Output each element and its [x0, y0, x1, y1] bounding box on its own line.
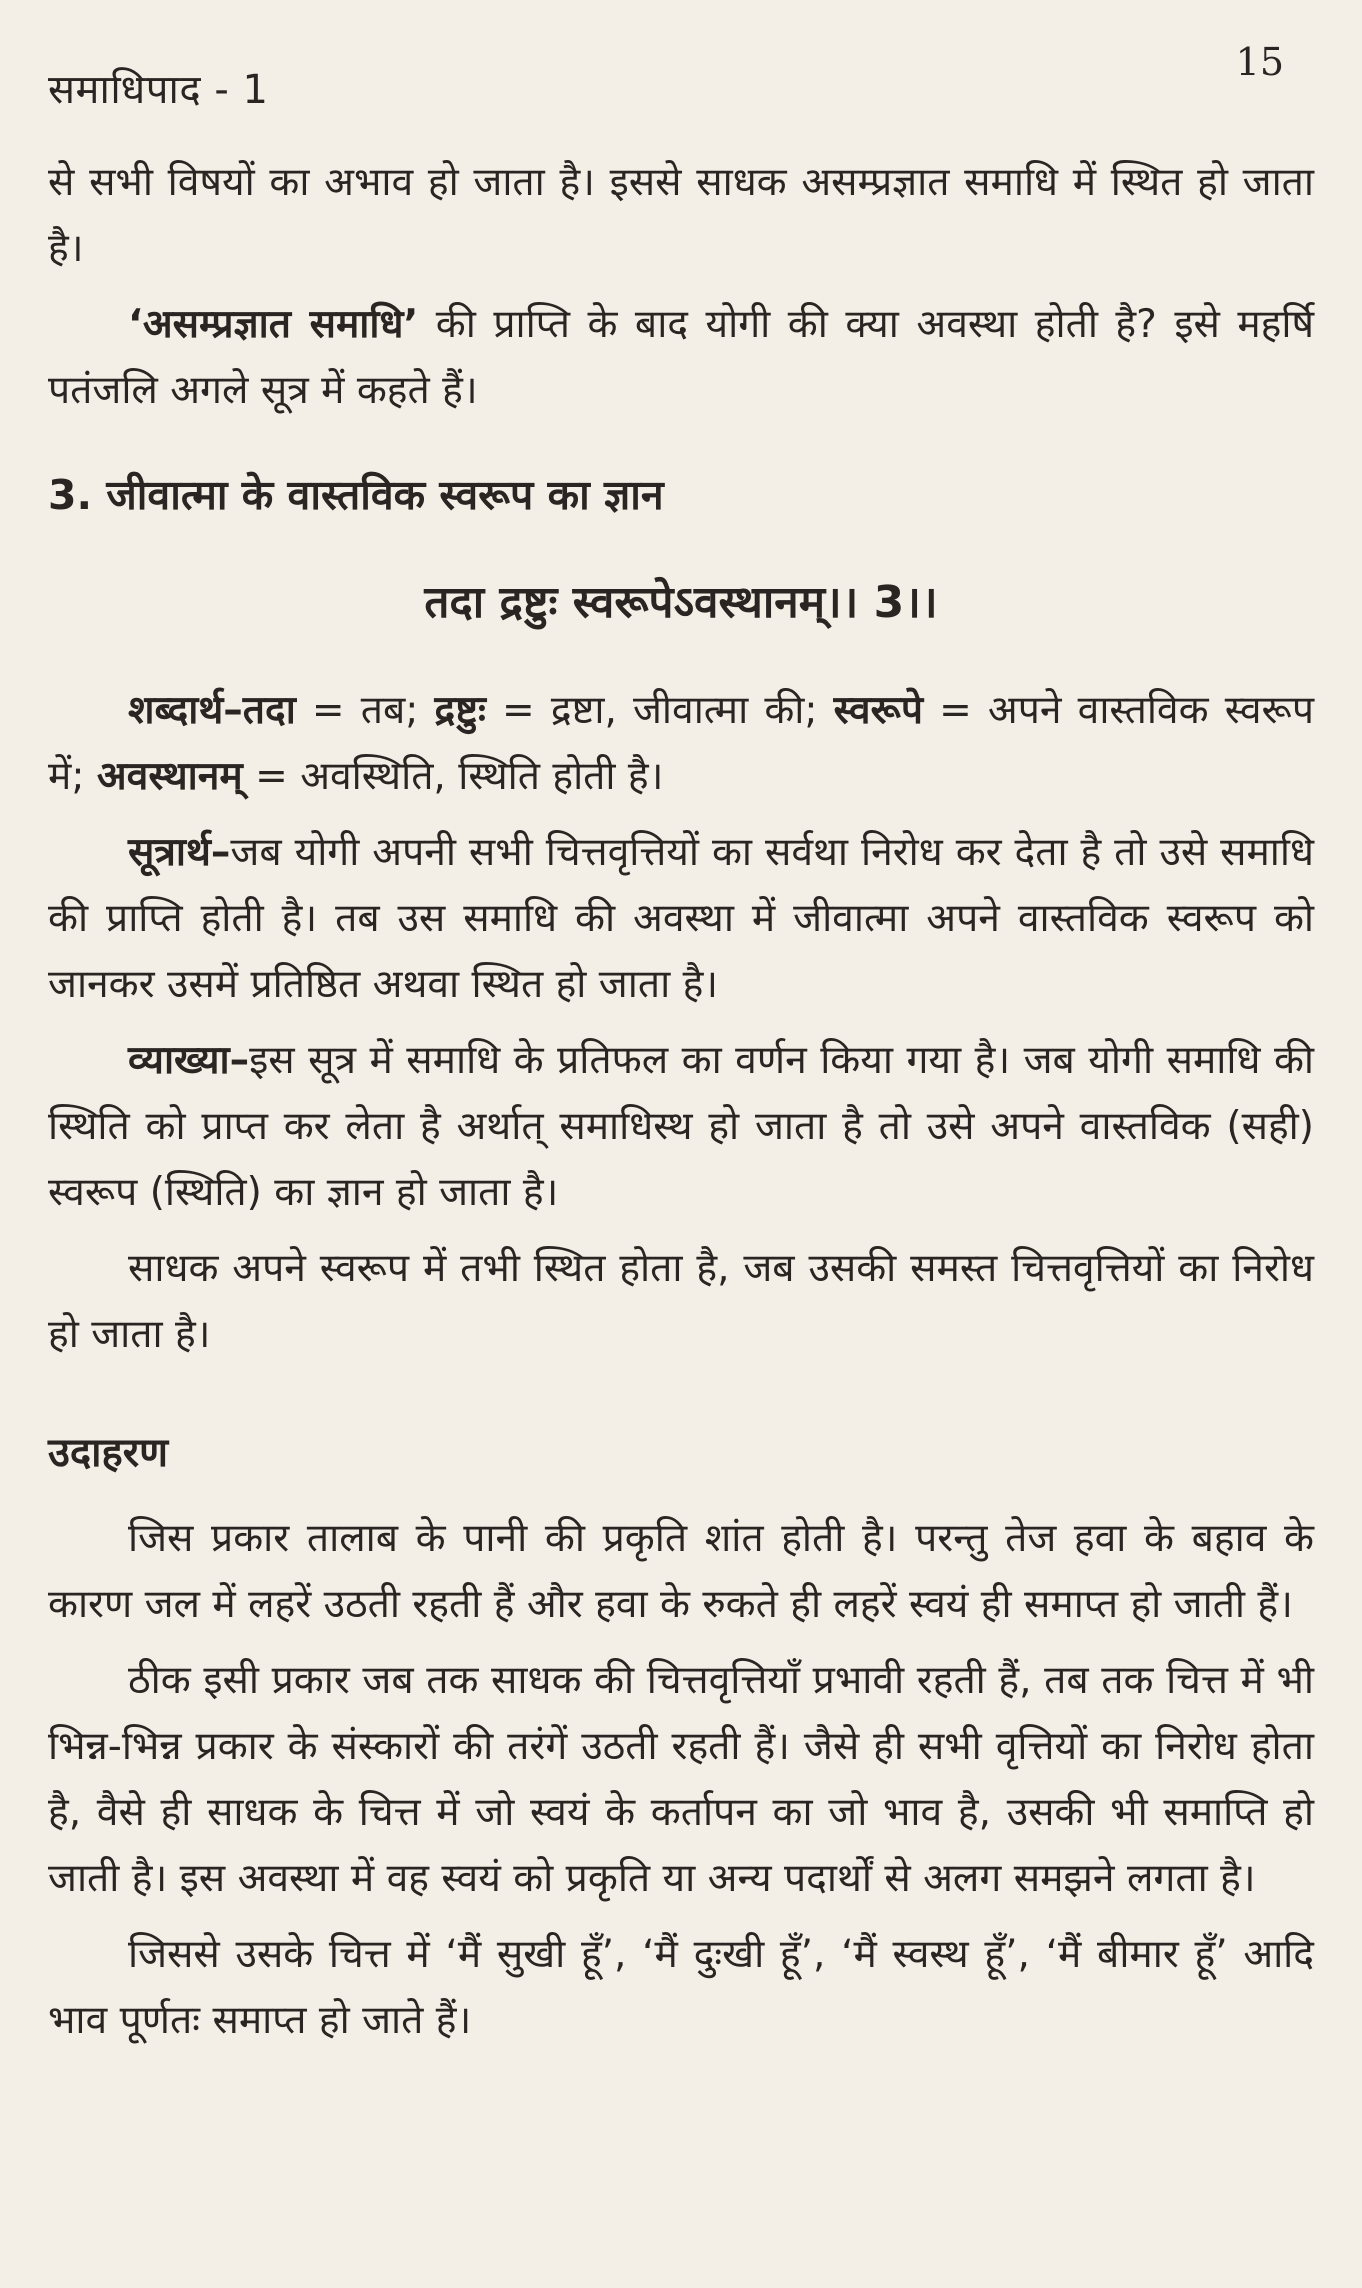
term-swaroope-meaning: = अपने वास्तविक स्वरूप में; [48, 688, 1315, 799]
question-text: की प्राप्ति के बाद योगी की क्या अवस्था होती है? इसे महर्षि पतंजलि अगले सूत्र में कहते हैं। [48, 302, 1314, 413]
explanation-text: इस सूत्र में समाधि के प्रतिफल का वर्णन किया गया है। जब योगी समाधि की स्थिति को प्राप्त कर लेता है अर्थात् समाधिस्थ हो जाता है तो उसे अपने वास्तविक (सही) स्वरूप (स्थिति) का ज्ञान हो जाता है। [48, 1038, 1314, 1215]
page-header [48, 40, 1314, 150]
intro-text: से सभी विषयों का अभाव हो जाता है। इससे साधक असम्प्रज्ञात समाधि में स्थित हो जाता है। [48, 160, 1314, 271]
term-drashtu-meaning: = द्रष्टा, जीवात्मा की; [485, 688, 834, 733]
intro-paragraph [48, 150, 1314, 282]
term-avasthanam: अवस्थानम् [96, 754, 243, 799]
term-swaroope: स्वरूपे [833, 688, 923, 733]
term-drashtu: द्रष्टुः [434, 688, 486, 733]
section-heading: 3. जीवात्मा के वास्तविक स्वरूप का ज्ञान [48, 471, 664, 519]
term-avasthanam-meaning: = अवस्थिति, स्थिति होती है। [242, 754, 664, 799]
explanation-label: व्याख्या– [128, 1038, 250, 1083]
sutra-meaning-label: सूत्रार्थ– [128, 830, 231, 875]
example-paragraph-2: ठीक इसी प्रकार जब तक साधक की चित्तवृत्तियाँ प्रभावी रहती हैं, तब तक चित्त में भी भिन्न-भिन्न प्रकार के संस्कारों की तरंगें उठती रहती हैं। जैसे ही सभी वृत्तियों का निरोध होता है, वैसे ही साधक के चित्त में जो स्वयं के कर्तापन का जो भाव है, उसकी भी समाप्ति हो जाती है। इस अवस्था में वह स्वयं को प्रकृति या अन्य पदार्थों से अलग समझने लगता है। [48, 1658, 1314, 1901]
explanation-paragraph-2: साधक अपने स्वरूप में तभी स्थित होता है, जब उसकी समस्त चित्तवृत्तियों का निरोध हो जाता है। [48, 1246, 1314, 1357]
term-tada: तदा [242, 688, 296, 733]
page-number: 15 [1235, 40, 1284, 84]
example-paragraph-1: जिस प्रकार तालाब के पानी की प्रकृति शांत होती है। परन्तु तेज हवा के बहाव के कारण जल में लहरें उठती रहती हैं और हवा के रुकते ही लहरें स्वयं ही समाप्त हो जाती हैं। [48, 1516, 1314, 1627]
running-head: समाधिपाद - 1 [48, 67, 269, 113]
sutra-verse: तदा द्रष्टुः स्वरूपेऽवस्थानम्।। 3।। [424, 577, 938, 628]
term-tada-meaning: = तब; [295, 688, 435, 733]
word-meaning-label: शब्दार्थ– [128, 688, 243, 733]
sutra-meaning-paragraph [48, 820, 1314, 1018]
explanation-paragraph [48, 1028, 1314, 1226]
sutra-meaning-text: जब योगी अपनी सभी चित्तवृत्तियों का सर्वथा निरोध कर देता है तो उसे समाधि की प्राप्ति होती है। तब उस समाधि की अवस्था में जीवात्मा अपने वास्तविक स्वरूप को जानकर उसमें प्रतिष्ठित अथवा स्थित हो जाता है। [48, 830, 1314, 1007]
example-paragraph-3: जिससे उसके चित्त में ‘मैं सुखी हूँ’, ‘मैं दुःखी हूँ’, ‘मैं स्वस्थ हूँ’, ‘मैं बीमार हूँ’ आदि भाव पूर्णतः समाप्त हो जाते हैं। [48, 1932, 1314, 2043]
question-paragraph [48, 292, 1314, 424]
example-heading: उदाहरण [48, 1430, 169, 1476]
question-bold-term: ‘असम्प्रज्ञात समाधि’ [128, 302, 419, 347]
word-meaning-paragraph [48, 678, 1314, 810]
